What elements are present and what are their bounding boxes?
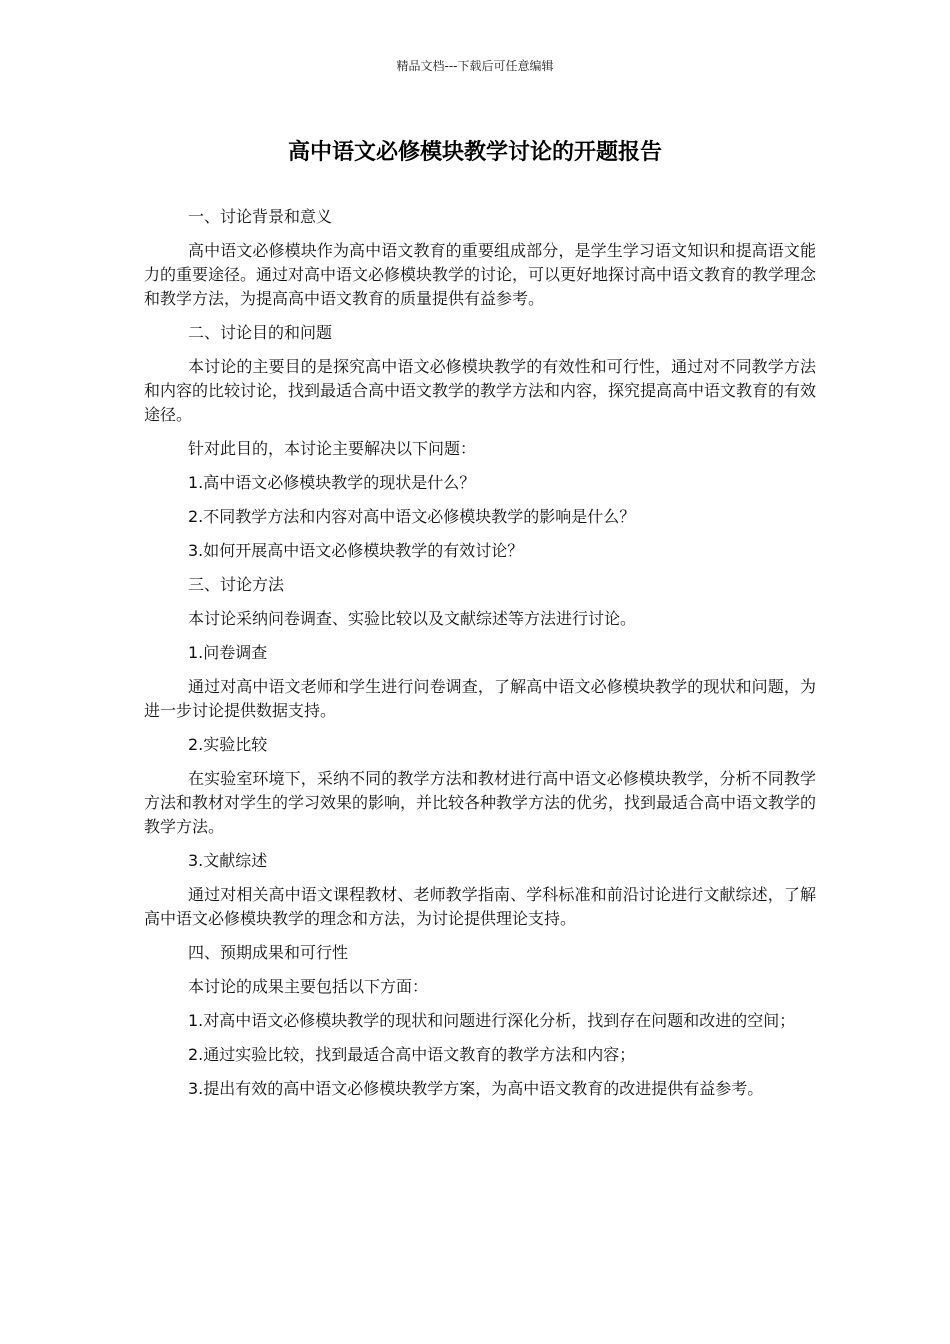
paragraph-literature: 通过对相关高中语文课程教材、老师教学指南、学科标准和前沿讨论进行文献综述，了解高中语文必修模块教学的理念和方法，为讨论提供理论支持。: [144, 885, 816, 928]
paragraph-background: 高中语文必修模块作为高中语文教育的重要组成部分，是学生学习语文知识和提高语文能力的重要途径。通过对高中语文必修模块教学的讨论，可以更好地探讨高中语文教育的教学理念和教学方法，为提高高中语文教育的质量提供有益参考。: [144, 241, 817, 308]
question-item-2: 2.不同教学方法和内容对高中语文必修模块教学的影响是什么？: [188, 507, 636, 526]
method-heading-survey: 1.问卷调查: [188, 643, 268, 662]
outcome-item-2: 2.通过实验比较，找到最适合高中语文教育的教学方法和内容；: [188, 1045, 636, 1064]
method-heading-literature: 3.文献综述: [188, 851, 268, 870]
paragraph-purpose: 本讨论的主要目的是探究高中语文必修模块教学的有效性和可行性，通过对不同教学方法和内容的比较讨论，找到最适合高中语文教学的教学方法和内容，探究提高高中语文教育的有效途径。: [144, 357, 817, 424]
question-item-1: 1.高中语文必修模块教学的现状是什么？: [188, 473, 476, 492]
paragraph-outcomes-intro: 本讨论的成果主要包括以下方面：: [188, 977, 429, 996]
paragraph-experiment: 在实验室环境下，采纳不同的教学方法和教材进行高中语文必修模块教学，分析不同教学方法和教材对学生的学习效果的影响，并比较各种教学方法的优劣，找到最适合高中语文教学的教学方法。: [144, 769, 817, 836]
page-header: 精品文档---下载后可任意编辑: [396, 59, 554, 73]
section-heading-purpose: 二、讨论目的和问题: [188, 323, 333, 342]
document-body: [144, 205, 816, 1111]
question-item-3: 3.如何开展高中语文必修模块教学的有效讨论？: [188, 541, 524, 560]
section-heading-outcomes: 四、预期成果和可行性: [188, 943, 349, 962]
outcome-item-1: 1.对高中语文必修模块教学的现状和问题进行深化分析，找到存在问题和改进的空间；: [188, 1011, 796, 1030]
method-heading-experiment: 2.实验比较: [188, 735, 268, 754]
document-title: 高中语文必修模块教学讨论的开题报告: [287, 140, 662, 165]
paragraph-survey: 通过对高中语文老师和学生进行问卷调查，了解高中语文必修模块教学的现状和问题，为进一步讨论提供数据支持。: [144, 677, 816, 720]
section-heading-background: 一、讨论背景和意义: [188, 207, 333, 226]
section-heading-methods: 三、讨论方法: [188, 575, 285, 594]
outcome-item-3: 3.提出有效的高中语文必修模块教学方案，为高中语文教育的改进提供有益参考。: [188, 1079, 764, 1098]
paragraph-methods-intro: 本讨论采纳问卷调查、实验比较以及文献综述等方法进行讨论。: [188, 609, 637, 628]
paragraph-questions-intro: 针对此目的，本讨论主要解决以下问题：: [188, 439, 477, 458]
